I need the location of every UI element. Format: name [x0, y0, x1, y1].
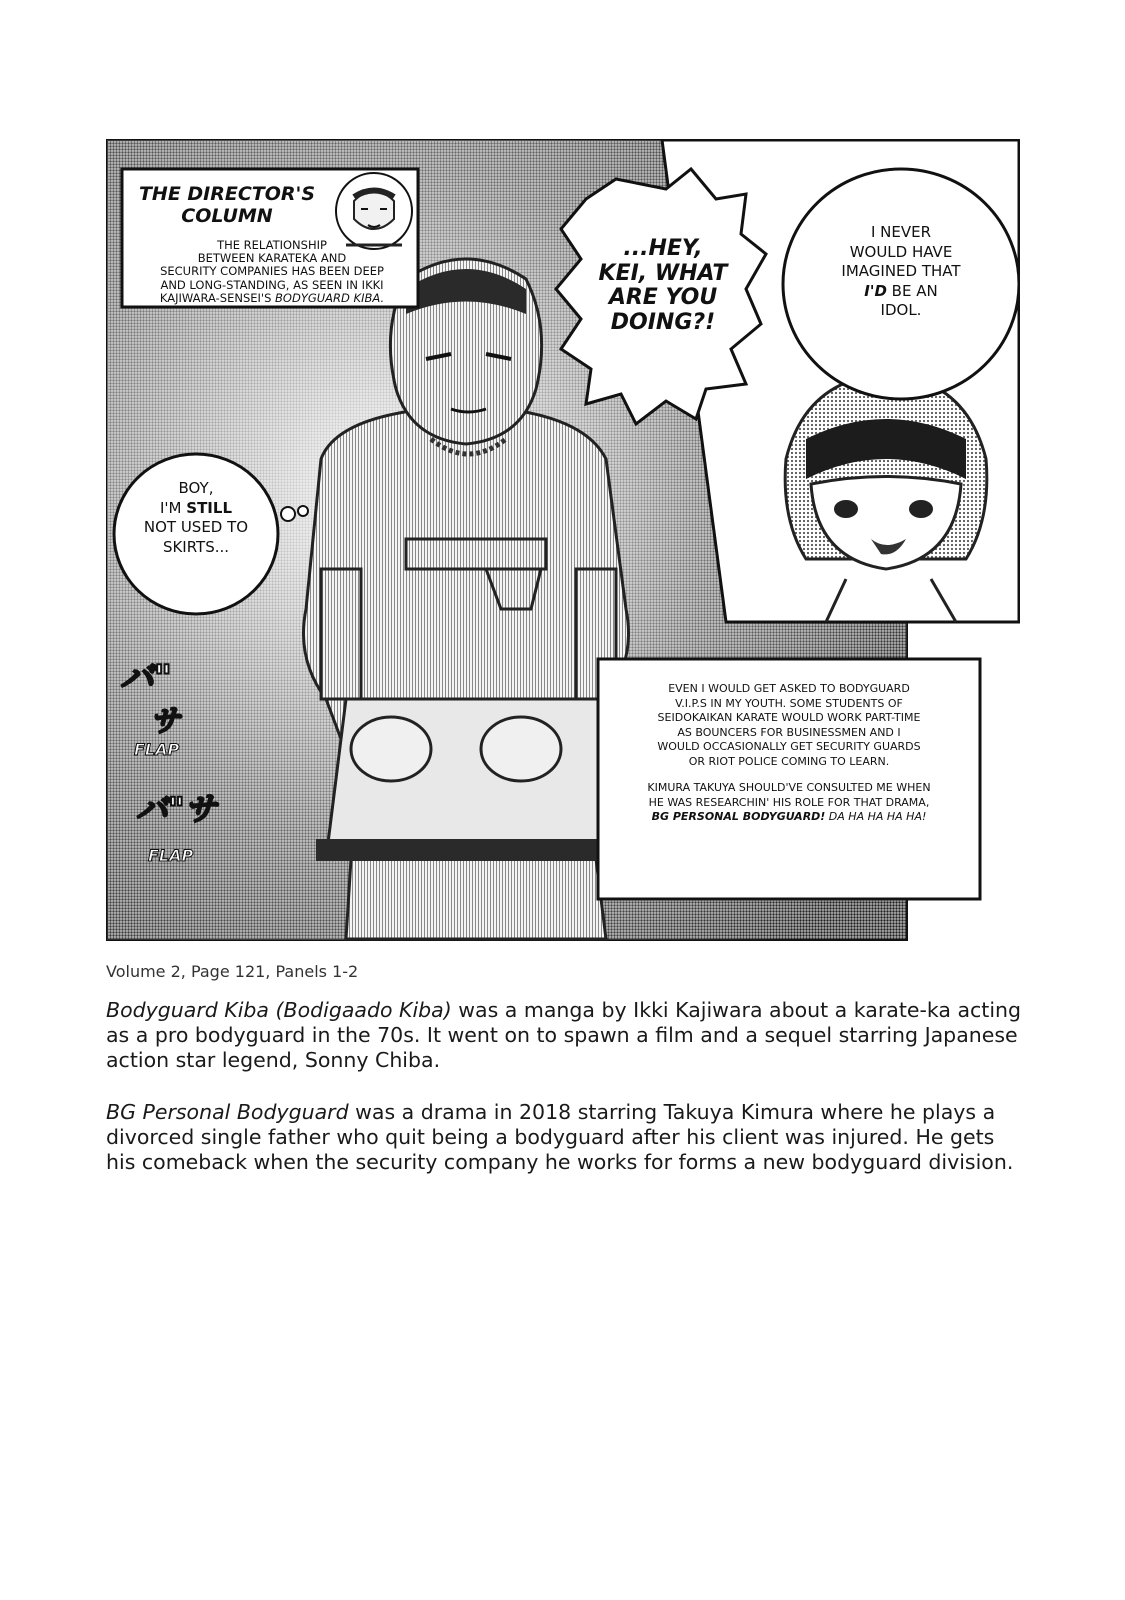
- paragraph-bg-title: BG Personal Bodyguard: [106, 1100, 349, 1124]
- skirt-line: [124, 499, 268, 519]
- column-body-line: BETWEEN KARATEKA AND: [197, 251, 347, 266]
- skirt-line: BOY,: [178, 479, 214, 497]
- idol-bubble-text: [803, 223, 999, 321]
- director-line: HE WAS RESEARCHIN' HIS ROLE FOR THAT DRAMA,: [648, 795, 930, 809]
- column-title-line1: THE DIRECTOR'S: [138, 183, 316, 205]
- sfx-jp-1b: サ: [150, 704, 180, 739]
- figure-caption: Volume 2, Page 121, Panels 1-2: [106, 962, 359, 981]
- idol-line: IDOL.: [880, 301, 922, 319]
- sfx-flap-2: FLAP: [148, 846, 194, 865]
- idol-emph: I'D: [864, 281, 887, 300]
- sfx-jp-2: バ"サ: [136, 790, 217, 828]
- idol-line: I NEVER: [870, 223, 932, 241]
- shout-line: DOING?!: [610, 309, 716, 335]
- director-portrait: [336, 173, 412, 249]
- skirt-line2-prefix: I'M: [160, 498, 187, 517]
- shout-bubble-text: [578, 237, 748, 336]
- director-tail: DA HA HA HA HA!: [825, 810, 927, 824]
- paragraph-kiba-title: Bodyguard Kiba (Bodigaado Kiba): [106, 998, 452, 1022]
- paragraph-bg: [106, 1100, 1026, 1175]
- director-line: EVEN I WOULD GET ASKED TO BODYGUARD: [668, 682, 910, 695]
- manga-panel-group: [106, 139, 1020, 959]
- paragraph-kiba-body: was a manga by Ikki Kajiwara about a karate-ka acting as a pro bodyguard in the 70s. It went on to spawn a film and a sequel starring Japanese action star legend, Sonny Chiba.: [106, 998, 1022, 1072]
- skirt-line2-emph: STILL: [186, 498, 232, 517]
- column-body-line: [126, 292, 418, 305]
- column-body: [126, 239, 418, 305]
- sfx-flap-1: FLAP: [134, 740, 180, 759]
- shout-line: ...HEY,: [623, 236, 703, 261]
- director-line: OR RIOT POLICE COMING TO LEARN.: [688, 754, 890, 768]
- skirt-line: SKIRTS...: [162, 537, 230, 556]
- director-line: [606, 810, 972, 825]
- column-body-line: AND LONG-STANDING, AS SEEN IN IKKI: [160, 277, 384, 292]
- column-body-emph: BODYGUARD KIBA.: [275, 290, 385, 305]
- skirt-bubble-text: [124, 479, 268, 557]
- idol-after-emph: BE AN: [886, 281, 938, 300]
- column-body-line: SECURITY COMPANIES HAS BEEN DEEP: [160, 264, 384, 279]
- skirt-line: NOT USED TO: [143, 518, 249, 536]
- director-emph: BG PERSONAL BODYGUARD!: [651, 810, 826, 824]
- director-line: V.I.P.S IN MY YOUTH. SOME STUDENTS OF: [675, 696, 903, 710]
- shout-line: KEI, WHAT: [598, 260, 728, 286]
- director-line: AS BOUNCERS FOR BUSINESSMEN AND I: [677, 725, 901, 739]
- idol-line: [803, 282, 999, 302]
- director-line: SEIDOKAIKAN KARATE WOULD WORK PART-TIME: [657, 711, 921, 725]
- shout-line: ARE YOU: [608, 285, 718, 311]
- paragraph-bg-body: was a drama in 2018 starring Takuya Kimura where he plays a divorced single father who quit being a bodyguard after his client was injured. He gets his comeback when the security company he works for forms a new bodyguard division.: [106, 1100, 1014, 1174]
- director-line: WOULD OCCASIONALLY GET SECURITY GUARDS: [657, 740, 921, 754]
- column-title-line2: COLUMN: [181, 204, 273, 227]
- idol-line: WOULD HAVE: [849, 242, 953, 261]
- director-box-text: [606, 682, 972, 825]
- sfx-jp-1: バ": [120, 658, 172, 698]
- paragraph-kiba: [106, 998, 1026, 1073]
- column-body-prefix: KAJIWARA-SENSEI'S: [159, 290, 276, 305]
- idol-line: IMAGINED THAT: [841, 262, 961, 280]
- column-title: [132, 184, 322, 228]
- column-body-line: THE RELATIONSHIP: [217, 238, 327, 252]
- director-line: KIMURA TAKUYA SHOULD'VE CONSULTED ME WHEN: [647, 781, 931, 795]
